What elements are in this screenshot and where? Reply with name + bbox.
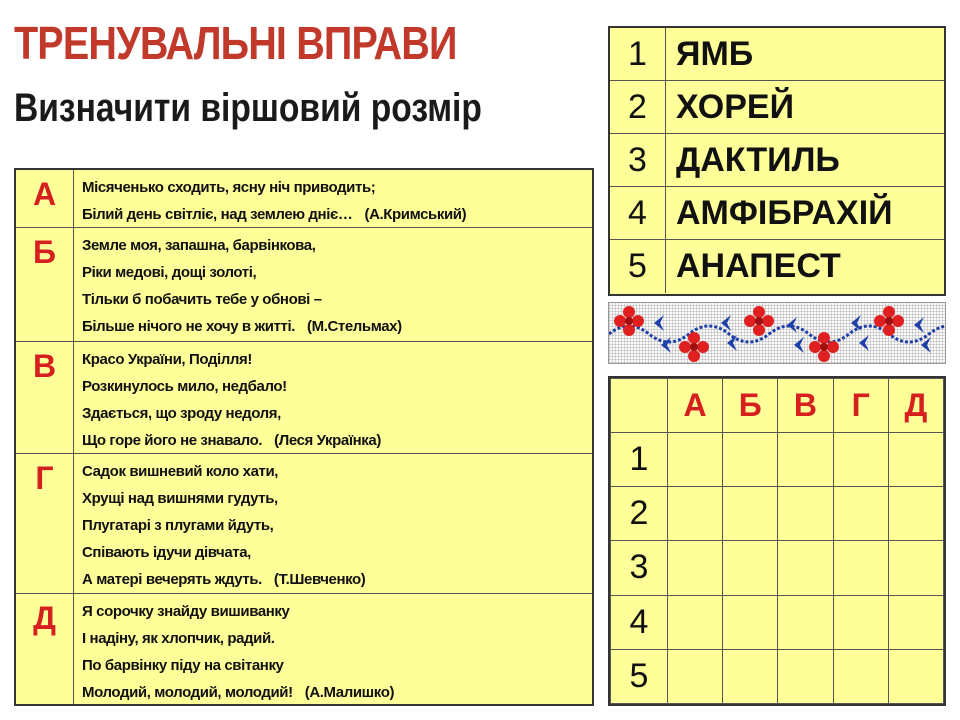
poem-line: Плугатарі з плугами йдуть, xyxy=(82,517,274,534)
answer-cell[interactable] xyxy=(668,595,723,649)
poem-line: Ріки медові, дощі золоті, xyxy=(82,264,257,281)
answer-cell[interactable] xyxy=(888,649,943,703)
page-title: ТРЕНУВАЛЬНІ ВПРАВИ xyxy=(14,17,457,69)
meter-name: ДАКТИЛЬ xyxy=(676,141,840,179)
poem-author: (Т.Шевченко) xyxy=(273,571,366,588)
meter-number: 2 xyxy=(610,81,666,133)
grid-corner-cell xyxy=(611,379,668,433)
answer-cell[interactable] xyxy=(833,649,888,703)
meter-name: АМФІБРАХІЙ xyxy=(676,194,893,232)
answer-cell[interactable] xyxy=(723,541,778,595)
poem-line: Більше нічого не хочу в житті. xyxy=(82,318,296,335)
poem-line: Красо України, Поділля! xyxy=(82,351,252,368)
meter-number: 3 xyxy=(610,134,666,186)
meter-row xyxy=(610,81,944,134)
meter-number: 5 xyxy=(610,240,666,293)
poem-h xyxy=(16,454,592,594)
poem-letter: Б xyxy=(16,228,74,341)
poems-table xyxy=(14,168,594,706)
meter-row xyxy=(610,28,944,81)
poem-line: Білий день світліє, над землею дніє… xyxy=(82,206,353,223)
meter-row xyxy=(610,187,944,240)
answer-cell[interactable] xyxy=(668,487,723,541)
grid-column-header: Г xyxy=(833,379,888,433)
poem-line: По барвінку піду на світанку xyxy=(82,657,284,674)
grid-row-header: 4 xyxy=(611,595,668,649)
poem-letter: Д xyxy=(16,594,74,704)
poem-line: І надіну, як хлопчик, радий. xyxy=(82,630,275,647)
grid-column-header: В xyxy=(778,379,833,433)
poem-line: Молодий, молодий, молодий! xyxy=(82,684,293,701)
answer-cell[interactable] xyxy=(723,433,778,487)
poem-line: Здається, що зроду недоля, xyxy=(82,405,281,422)
grid-row-header: 2 xyxy=(611,487,668,541)
answer-cell[interactable] xyxy=(833,433,888,487)
grid-row-header: 5 xyxy=(611,649,668,703)
answer-cell[interactable] xyxy=(668,433,723,487)
answer-cell[interactable] xyxy=(888,487,943,541)
poem-line: Тільки б побачить тебе у обнові – xyxy=(82,291,322,308)
answer-cell[interactable] xyxy=(888,595,943,649)
grid-row-header: 3 xyxy=(611,541,668,595)
meter-number: 1 xyxy=(610,28,666,80)
poem-line: Що горе його не знавало. xyxy=(82,432,263,449)
answer-cell[interactable] xyxy=(723,487,778,541)
answer-cell[interactable] xyxy=(888,433,943,487)
poem-letter: А xyxy=(16,170,74,227)
answer-cell[interactable] xyxy=(888,541,943,595)
grid-row-header: 1 xyxy=(611,433,668,487)
page-subtitle: Визначити віршовий розмір xyxy=(14,86,482,130)
answer-cell[interactable] xyxy=(833,487,888,541)
meters-table xyxy=(608,26,946,296)
poem-letter: В xyxy=(16,342,74,453)
poem-line: Садок вишневий коло хати, xyxy=(82,463,279,480)
answer-cell[interactable] xyxy=(778,595,833,649)
grid-column-header: Д xyxy=(888,379,943,433)
poem-d xyxy=(16,594,592,704)
answer-cell[interactable] xyxy=(723,595,778,649)
poem-a xyxy=(16,170,592,228)
poem-line: Земле моя, запашна, барвінкова, xyxy=(82,237,316,254)
answer-grid xyxy=(608,376,946,706)
embroidery-pattern-icon xyxy=(609,303,946,364)
poem-line: А матері вечерять ждуть. xyxy=(82,571,262,588)
answer-cell[interactable] xyxy=(668,649,723,703)
answer-cell[interactable] xyxy=(833,595,888,649)
meter-row xyxy=(610,134,944,187)
poem-line: Місяченько сходить, ясну ніч приводить; xyxy=(82,179,376,196)
meter-name: АНАПЕСТ xyxy=(676,247,841,285)
answer-cell[interactable] xyxy=(723,649,778,703)
poem-author: (М.Стельмах) xyxy=(307,318,402,335)
meter-name: ЯМБ xyxy=(676,35,754,73)
answer-cell[interactable] xyxy=(778,649,833,703)
meter-number: 4 xyxy=(610,187,666,239)
poem-author: (А.Кримський) xyxy=(364,206,467,223)
poem-b xyxy=(16,228,592,342)
answer-cell[interactable] xyxy=(668,541,723,595)
poem-letter: Г xyxy=(16,454,74,593)
answer-cell[interactable] xyxy=(778,433,833,487)
poem-author: (А.Малишко) xyxy=(304,684,395,701)
embroidery-ornament-image xyxy=(608,302,946,364)
meter-name: ХОРЕЙ xyxy=(676,88,795,126)
poem-line: Співають ідучи дівчата, xyxy=(82,544,251,561)
poem-line: Розкинулось мило, недбало! xyxy=(82,378,287,395)
poem-line: Хрущі над вишнями гудуть, xyxy=(82,490,278,507)
answer-cell[interactable] xyxy=(778,487,833,541)
answer-cell[interactable] xyxy=(778,541,833,595)
poem-author: (Леся Українка) xyxy=(274,432,381,449)
grid-column-header: А xyxy=(668,379,723,433)
poem-v xyxy=(16,342,592,454)
meter-row xyxy=(610,240,944,293)
grid-column-header: Б xyxy=(723,379,778,433)
answer-cell[interactable] xyxy=(833,541,888,595)
poem-line: Я сорочку знайду вишиванку xyxy=(82,603,290,620)
